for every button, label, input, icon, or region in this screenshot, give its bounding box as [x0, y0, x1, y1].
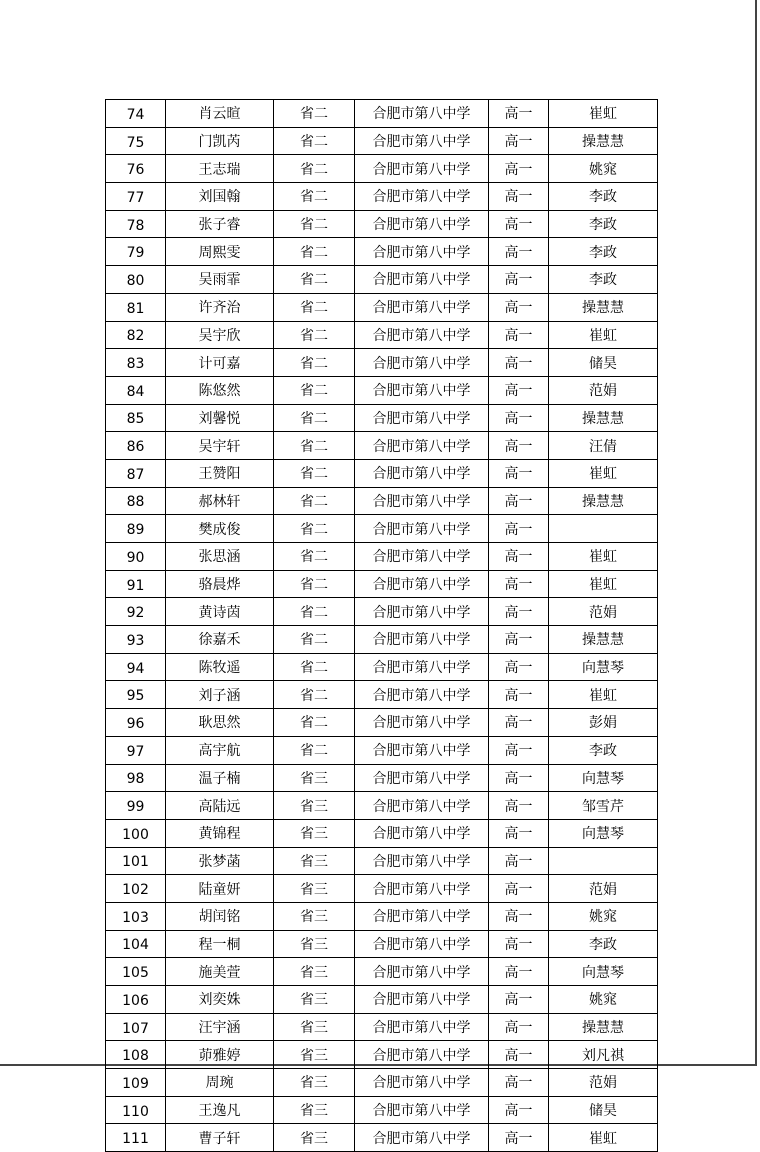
rank-cell: 76 [106, 155, 166, 183]
rank-cell: 85 [106, 404, 166, 432]
award-cell: 省三 [274, 847, 355, 875]
table-row [106, 1096, 658, 1124]
award-cell: 省三 [274, 986, 355, 1014]
grade-cell: 高一 [489, 764, 549, 792]
award-cell: 省三 [274, 875, 355, 903]
teacher-cell: 崔虹 [549, 321, 658, 349]
rank-cell: 83 [106, 349, 166, 377]
award-cell: 省二 [274, 293, 355, 321]
name-cell: 曹子轩 [166, 1124, 274, 1152]
school-cell: 合肥市第八中学 [355, 100, 489, 128]
name-cell: 张思涵 [166, 543, 274, 571]
table-row [106, 902, 658, 930]
rank-cell: 78 [106, 210, 166, 238]
name-cell: 吴宇欣 [166, 321, 274, 349]
name-cell: 程一桐 [166, 930, 274, 958]
name-cell: 胡闰铭 [166, 902, 274, 930]
name-cell: 许齐治 [166, 293, 274, 321]
rank-cell: 111 [106, 1124, 166, 1152]
school-cell: 合肥市第八中学 [355, 902, 489, 930]
grade-cell: 高一 [489, 404, 549, 432]
name-cell: 高宇航 [166, 736, 274, 764]
table-row [106, 210, 658, 238]
school-cell: 合肥市第八中学 [355, 930, 489, 958]
school-cell: 合肥市第八中学 [355, 626, 489, 654]
school-cell: 合肥市第八中学 [355, 238, 489, 266]
award-cell: 省二 [274, 515, 355, 543]
grade-cell: 高一 [489, 459, 549, 487]
school-cell: 合肥市第八中学 [355, 155, 489, 183]
teacher-cell: 操慧慧 [549, 293, 658, 321]
name-cell: 樊成俊 [166, 515, 274, 543]
grade-cell: 高一 [489, 986, 549, 1014]
school-cell: 合肥市第八中学 [355, 986, 489, 1014]
grade-cell: 高一 [489, 183, 549, 211]
name-cell: 黄锦程 [166, 819, 274, 847]
name-cell: 陆童妍 [166, 875, 274, 903]
school-cell: 合肥市第八中学 [355, 183, 489, 211]
name-cell: 温子楠 [166, 764, 274, 792]
award-cell: 省三 [274, 792, 355, 820]
award-cell: 省二 [274, 681, 355, 709]
table-row [106, 736, 658, 764]
rank-cell: 103 [106, 902, 166, 930]
rank-cell: 87 [106, 459, 166, 487]
teacher-cell: 彭娟 [549, 709, 658, 737]
table-row [106, 626, 658, 654]
school-cell: 合肥市第八中学 [355, 293, 489, 321]
award-cell: 省二 [274, 432, 355, 460]
school-cell: 合肥市第八中学 [355, 266, 489, 294]
name-cell: 刘子涵 [166, 681, 274, 709]
school-cell: 合肥市第八中学 [355, 432, 489, 460]
grade-cell: 高一 [489, 266, 549, 294]
name-cell: 汪宇涵 [166, 1013, 274, 1041]
teacher-cell: 向慧琴 [549, 958, 658, 986]
school-cell: 合肥市第八中学 [355, 487, 489, 515]
name-cell: 施美萱 [166, 958, 274, 986]
grade-cell: 高一 [489, 875, 549, 903]
award-cell: 省二 [274, 653, 355, 681]
table-row [106, 238, 658, 266]
rank-cell: 107 [106, 1013, 166, 1041]
rank-cell: 86 [106, 432, 166, 460]
teacher-cell: 范娟 [549, 598, 658, 626]
grade-cell: 高一 [489, 155, 549, 183]
teacher-cell: 李政 [549, 736, 658, 764]
table-row [106, 1069, 658, 1097]
rank-cell: 77 [106, 183, 166, 211]
award-cell: 省三 [274, 764, 355, 792]
rank-cell: 94 [106, 653, 166, 681]
grade-cell: 高一 [489, 238, 549, 266]
teacher-cell: 汪倩 [549, 432, 658, 460]
school-cell: 合肥市第八中学 [355, 570, 489, 598]
award-cell: 省二 [274, 266, 355, 294]
award-cell: 省二 [274, 155, 355, 183]
award-cell: 省二 [274, 543, 355, 571]
school-cell: 合肥市第八中学 [355, 819, 489, 847]
grade-cell: 高一 [489, 349, 549, 377]
grade-cell: 高一 [489, 100, 549, 128]
table-row [106, 100, 658, 128]
award-cell: 省二 [274, 487, 355, 515]
award-cell: 省二 [274, 210, 355, 238]
table-row [106, 293, 658, 321]
table-row [106, 183, 658, 211]
name-cell: 周琬 [166, 1069, 274, 1097]
grade-cell: 高一 [489, 681, 549, 709]
school-cell: 合肥市第八中学 [355, 764, 489, 792]
name-cell: 王志瑞 [166, 155, 274, 183]
teacher-cell: 操慧慧 [549, 1013, 658, 1041]
school-cell: 合肥市第八中学 [355, 792, 489, 820]
teacher-cell [549, 847, 658, 875]
rank-cell: 102 [106, 875, 166, 903]
rank-cell: 104 [106, 930, 166, 958]
table-row [106, 376, 658, 404]
table-row [106, 266, 658, 294]
school-cell: 合肥市第八中学 [355, 1096, 489, 1124]
teacher-cell: 向慧琴 [549, 819, 658, 847]
table-row [106, 764, 658, 792]
teacher-cell [549, 515, 658, 543]
teacher-cell: 姚窕 [549, 986, 658, 1014]
school-cell: 合肥市第八中学 [355, 681, 489, 709]
grade-cell: 高一 [489, 626, 549, 654]
school-cell: 合肥市第八中学 [355, 127, 489, 155]
rank-cell: 88 [106, 487, 166, 515]
teacher-cell: 李政 [549, 210, 658, 238]
school-cell: 合肥市第八中学 [355, 459, 489, 487]
award-table [105, 99, 658, 1152]
rank-cell: 106 [106, 986, 166, 1014]
rank-cell: 79 [106, 238, 166, 266]
award-cell: 省二 [274, 321, 355, 349]
award-cell: 省二 [274, 376, 355, 404]
teacher-cell: 储昊 [549, 1096, 658, 1124]
rank-cell: 84 [106, 376, 166, 404]
table-row [106, 570, 658, 598]
school-cell: 合肥市第八中学 [355, 598, 489, 626]
grade-cell: 高一 [489, 819, 549, 847]
table-row [106, 709, 658, 737]
grade-cell: 高一 [489, 653, 549, 681]
rank-cell: 89 [106, 515, 166, 543]
teacher-cell: 姚窕 [549, 155, 658, 183]
award-cell: 省二 [274, 570, 355, 598]
table-row [106, 321, 658, 349]
grade-cell: 高一 [489, 1041, 549, 1069]
teacher-cell: 操慧慧 [549, 404, 658, 432]
grade-cell: 高一 [489, 210, 549, 238]
teacher-cell: 操慧慧 [549, 626, 658, 654]
school-cell: 合肥市第八中学 [355, 515, 489, 543]
award-cell: 省三 [274, 1096, 355, 1124]
name-cell: 门凯芮 [166, 127, 274, 155]
table-row [106, 875, 658, 903]
name-cell: 吴雨霏 [166, 266, 274, 294]
grade-cell: 高一 [489, 1069, 549, 1097]
teacher-cell: 范娟 [549, 1069, 658, 1097]
award-cell: 省二 [274, 100, 355, 128]
table-row [106, 681, 658, 709]
rank-cell: 109 [106, 1069, 166, 1097]
table-row [106, 847, 658, 875]
name-cell: 骆晨烨 [166, 570, 274, 598]
school-cell: 合肥市第八中学 [355, 1013, 489, 1041]
grade-cell: 高一 [489, 321, 549, 349]
grade-cell: 高一 [489, 930, 549, 958]
rank-cell: 100 [106, 819, 166, 847]
rank-cell: 93 [106, 626, 166, 654]
grade-cell: 高一 [489, 598, 549, 626]
name-cell: 刘馨悦 [166, 404, 274, 432]
rank-cell: 105 [106, 958, 166, 986]
table-row [106, 155, 658, 183]
table-row [106, 432, 658, 460]
table-row [106, 1041, 658, 1069]
rank-cell: 98 [106, 764, 166, 792]
name-cell: 耿思然 [166, 709, 274, 737]
rank-cell: 110 [106, 1096, 166, 1124]
rank-cell: 95 [106, 681, 166, 709]
award-cell: 省三 [274, 1041, 355, 1069]
award-cell: 省三 [274, 1069, 355, 1097]
school-cell: 合肥市第八中学 [355, 1069, 489, 1097]
grade-cell: 高一 [489, 293, 549, 321]
name-cell: 刘奕姝 [166, 986, 274, 1014]
rank-cell: 90 [106, 543, 166, 571]
grade-cell: 高一 [489, 570, 549, 598]
table-row [106, 349, 658, 377]
school-cell: 合肥市第八中学 [355, 709, 489, 737]
award-cell: 省三 [274, 1013, 355, 1041]
teacher-cell: 崔虹 [549, 100, 658, 128]
award-cell: 省三 [274, 902, 355, 930]
rank-cell: 82 [106, 321, 166, 349]
teacher-cell: 李政 [549, 238, 658, 266]
teacher-cell: 崔虹 [549, 543, 658, 571]
grade-cell: 高一 [489, 127, 549, 155]
school-cell: 合肥市第八中学 [355, 321, 489, 349]
teacher-cell: 崔虹 [549, 1124, 658, 1152]
table-row [106, 598, 658, 626]
rank-cell: 92 [106, 598, 166, 626]
name-cell: 茆雅婷 [166, 1041, 274, 1069]
table-row [106, 1013, 658, 1041]
table-row [106, 487, 658, 515]
teacher-cell: 姚窕 [549, 902, 658, 930]
grade-cell: 高一 [489, 515, 549, 543]
award-cell: 省二 [274, 349, 355, 377]
table-row [106, 819, 658, 847]
grade-cell: 高一 [489, 1096, 549, 1124]
grade-cell: 高一 [489, 736, 549, 764]
school-cell: 合肥市第八中学 [355, 1041, 489, 1069]
teacher-cell: 操慧慧 [549, 127, 658, 155]
award-cell: 省二 [274, 626, 355, 654]
grade-cell: 高一 [489, 958, 549, 986]
award-cell: 省三 [274, 958, 355, 986]
teacher-cell: 李政 [549, 183, 658, 211]
teacher-cell: 崔虹 [549, 570, 658, 598]
school-cell: 合肥市第八中学 [355, 958, 489, 986]
school-cell: 合肥市第八中学 [355, 847, 489, 875]
name-cell: 周熙雯 [166, 238, 274, 266]
grade-cell: 高一 [489, 792, 549, 820]
teacher-cell: 范娟 [549, 875, 658, 903]
grade-cell: 高一 [489, 487, 549, 515]
teacher-cell: 范娟 [549, 376, 658, 404]
award-cell: 省二 [274, 736, 355, 764]
school-cell: 合肥市第八中学 [355, 376, 489, 404]
rank-cell: 101 [106, 847, 166, 875]
teacher-cell: 崔虹 [549, 681, 658, 709]
name-cell: 张子睿 [166, 210, 274, 238]
rank-cell: 97 [106, 736, 166, 764]
name-cell: 肖云暄 [166, 100, 274, 128]
grade-cell: 高一 [489, 376, 549, 404]
table-row [106, 792, 658, 820]
table-row [106, 1124, 658, 1152]
award-cell: 省二 [274, 183, 355, 211]
table-row [106, 930, 658, 958]
name-cell: 吴宇轩 [166, 432, 274, 460]
name-cell: 王逸凡 [166, 1096, 274, 1124]
school-cell: 合肥市第八中学 [355, 404, 489, 432]
teacher-cell: 李政 [549, 930, 658, 958]
teacher-cell: 储昊 [549, 349, 658, 377]
name-cell: 刘国翰 [166, 183, 274, 211]
school-cell: 合肥市第八中学 [355, 543, 489, 571]
rank-cell: 75 [106, 127, 166, 155]
rank-cell: 108 [106, 1041, 166, 1069]
school-cell: 合肥市第八中学 [355, 875, 489, 903]
award-table-body [106, 100, 658, 1152]
grade-cell: 高一 [489, 847, 549, 875]
rank-cell: 74 [106, 100, 166, 128]
table-row [106, 127, 658, 155]
grade-cell: 高一 [489, 1013, 549, 1041]
school-cell: 合肥市第八中学 [355, 1124, 489, 1152]
teacher-cell: 李政 [549, 266, 658, 294]
name-cell: 陈牧遥 [166, 653, 274, 681]
award-cell: 省二 [274, 709, 355, 737]
award-cell: 省二 [274, 404, 355, 432]
rank-cell: 80 [106, 266, 166, 294]
teacher-cell: 操慧慧 [549, 487, 658, 515]
name-cell: 张梦菡 [166, 847, 274, 875]
teacher-cell: 邹雪芹 [549, 792, 658, 820]
name-cell: 徐嘉禾 [166, 626, 274, 654]
table-row [106, 459, 658, 487]
school-cell: 合肥市第八中学 [355, 653, 489, 681]
name-cell: 王赞阳 [166, 459, 274, 487]
award-cell: 省三 [274, 1124, 355, 1152]
teacher-cell: 向慧琴 [549, 653, 658, 681]
table-row [106, 404, 658, 432]
name-cell: 郝林轩 [166, 487, 274, 515]
rank-cell: 99 [106, 792, 166, 820]
table-row [106, 958, 658, 986]
grade-cell: 高一 [489, 432, 549, 460]
grade-cell: 高一 [489, 543, 549, 571]
name-cell: 计可嘉 [166, 349, 274, 377]
award-cell: 省二 [274, 459, 355, 487]
school-cell: 合肥市第八中学 [355, 349, 489, 377]
name-cell: 黄诗茵 [166, 598, 274, 626]
name-cell: 陈悠然 [166, 376, 274, 404]
teacher-cell: 向慧琴 [549, 764, 658, 792]
award-cell: 省三 [274, 819, 355, 847]
award-cell: 省二 [274, 598, 355, 626]
school-cell: 合肥市第八中学 [355, 736, 489, 764]
award-cell: 省二 [274, 127, 355, 155]
grade-cell: 高一 [489, 1124, 549, 1152]
grade-cell: 高一 [489, 902, 549, 930]
table-row [106, 543, 658, 571]
teacher-cell: 刘凡祺 [549, 1041, 658, 1069]
rank-cell: 91 [106, 570, 166, 598]
grade-cell: 高一 [489, 709, 549, 737]
school-cell: 合肥市第八中学 [355, 210, 489, 238]
rank-cell: 96 [106, 709, 166, 737]
award-cell: 省二 [274, 238, 355, 266]
teacher-cell: 崔虹 [549, 459, 658, 487]
table-row [106, 986, 658, 1014]
table-row [106, 515, 658, 543]
table-row [106, 653, 658, 681]
rank-cell: 81 [106, 293, 166, 321]
award-cell: 省三 [274, 930, 355, 958]
name-cell: 高陆远 [166, 792, 274, 820]
